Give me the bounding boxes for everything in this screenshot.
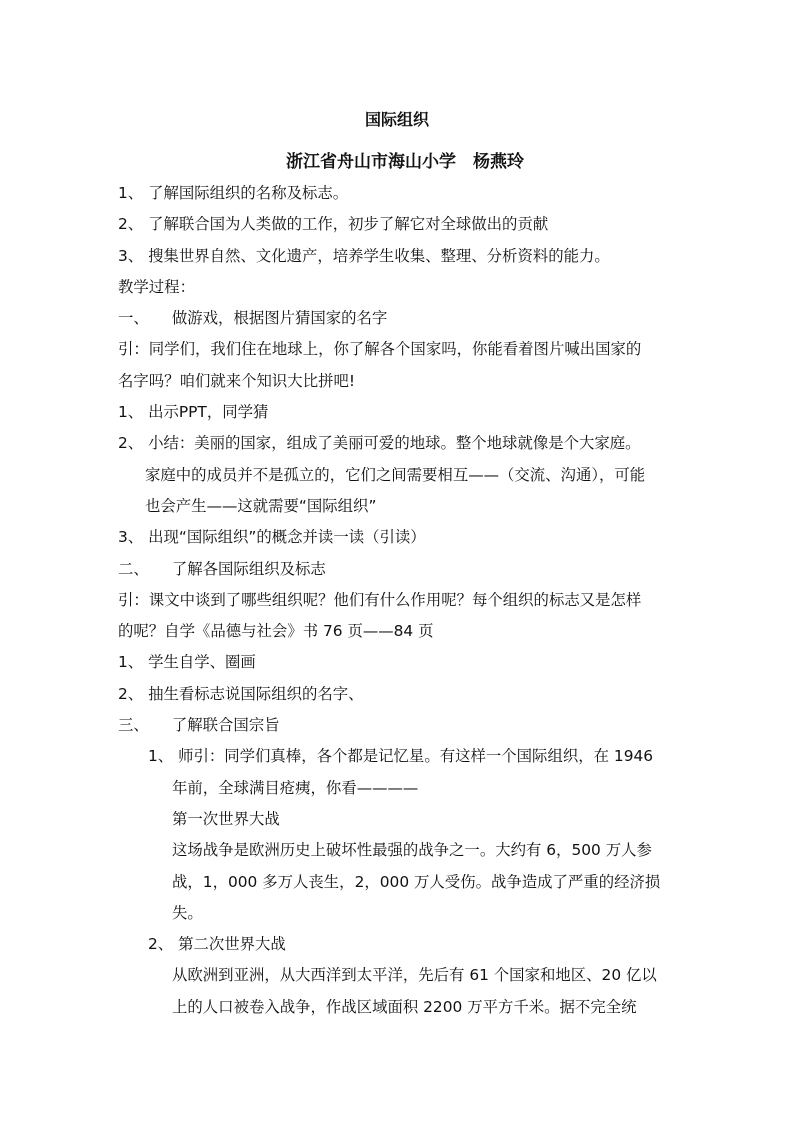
list-item: 1、 师引：同学们真棒，各个都是记忆星。有这样一个国际组织，在 1946 (148, 747, 654, 766)
paragraph-line: 从欧洲到亚洲，从大西洋到太平洋，先后有 61 个国家和地区、20 亿以 (172, 966, 657, 985)
paragraph-line: 引：课文中谈到了哪些组织呢？他们有什么作用呢？每个组织的标志又是怎样 (118, 590, 642, 609)
list-item: 3、 出现“国际组织”的概念并读一读（引读） (118, 528, 426, 547)
paragraph-line: 战，1，000 多万人丧生，2，000 万人受伤。战争造成了严重的经济损 (172, 872, 661, 891)
paragraph-line: 失。 (172, 903, 203, 922)
process-heading: 教学过程： (118, 277, 195, 296)
subheading-ww1: 第一次世界大战 (172, 809, 280, 828)
paragraph-line: 的呢？自学《品德与社会》书 76 页——84 页 (118, 622, 434, 641)
section-3-heading: 三、 了解联合国宗旨 (118, 716, 280, 735)
paragraph-line: 年前，全球满目疮痍，你看———— (172, 778, 419, 797)
objective-1: 1、 了解国际组织的名称及标志。 (118, 184, 349, 202)
list-item: 1、 学生自学、圈画 (118, 653, 256, 672)
list-item: 2、 第二次世界大战 (148, 935, 286, 954)
paragraph-line: 家庭中的成员并不是孤立的，它们之间需要相互——（交流、沟通），可能 (145, 465, 646, 484)
document-body (118, 181, 678, 1026)
section-2-heading: 二、 了解各国际组织及标志 (118, 559, 326, 578)
author-line: 浙江省舟山市海山小学 杨燕玲 (286, 152, 524, 172)
list-item: 2、 抽生看标志说国际组织的名字、 (118, 684, 364, 703)
paragraph-line: 名字吗？咱们就来个知识大比拼吧! (118, 371, 356, 390)
list-item: 2、 小结：美丽的国家，组成了美丽可爱的地球。整个地球就像是个大家庭。 (118, 434, 641, 453)
list-item: 1、 出示PPT，同学猜 (118, 403, 269, 422)
paragraph-line: 上的人口被卷入战争，作战区域面积 2200 万平方千米。据不完全统 (172, 997, 637, 1016)
paragraph-line: 这场战争是欧洲历史上破坏性最强的战争之一。大约有 6，500 万人参 (172, 841, 652, 860)
paragraph-line: 引：同学们，我们住在地球上，你了解各个国家吗，你能看着图片喊出国家的 (118, 340, 642, 359)
objective-2: 2、 了解联合国为人类做的工作，初步了解它对全球做出的贡献 (118, 215, 549, 234)
paragraph-line: 也会产生——这就需要“国际组织” (145, 496, 377, 515)
document-title: 国际组织 (364, 110, 429, 129)
section-1-heading: 一、 做游戏，根据图片猜国家的名字 (118, 309, 388, 328)
objective-3: 3、 搜集世界自然、文化遗产，培养学生收集、整理、分析资料的能力。 (118, 246, 610, 265)
